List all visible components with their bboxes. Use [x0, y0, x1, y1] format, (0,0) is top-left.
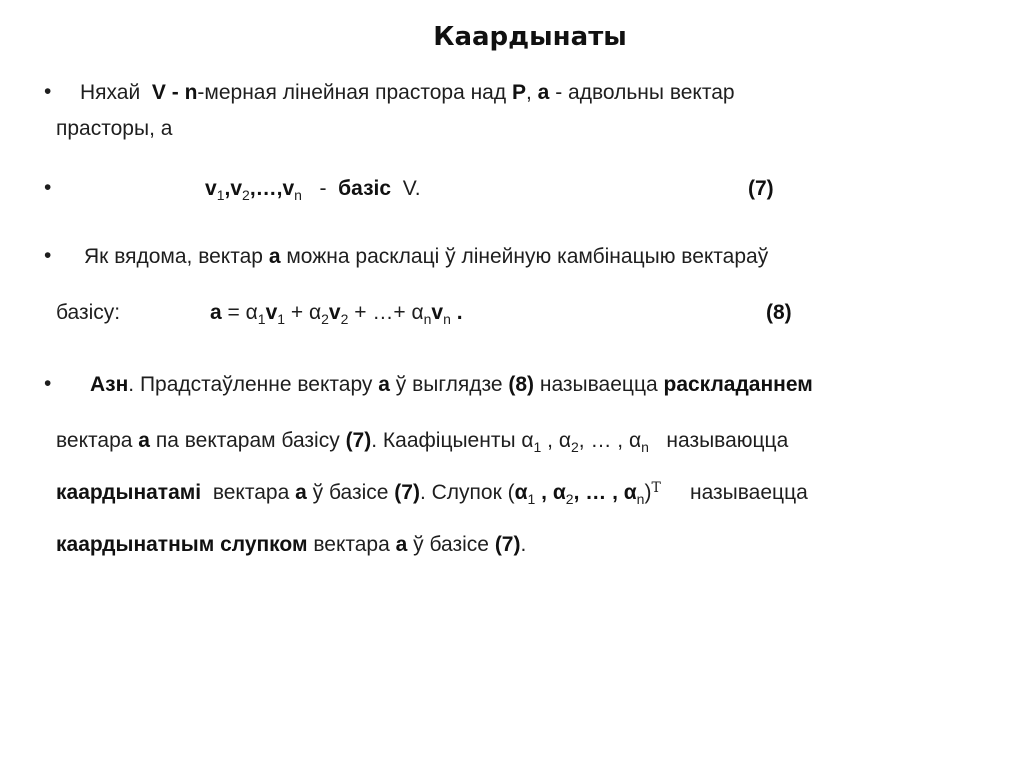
- item2-basis-line: $v_1,v_2,\dots,v_n$ - базіс V.: [205, 177, 421, 203]
- bullet-1: •: [44, 80, 52, 103]
- bullet-3: •: [44, 244, 52, 267]
- definition-line3: каардынатамі вектара a ў базісе (7). Слупок ($\alpha_1$ , $\alpha_2$, … , $\alpha_n)^T$ называецца: [56, 480, 808, 507]
- item1-line2: прасторы, а: [56, 117, 173, 140]
- expansion-equation: $a = \alpha_1v_1 + \alpha_2v_2$ + …+ $\alpha_nv_n$ .: [210, 301, 463, 327]
- item1-line1: Няхай V - n-мерная лінейная прастора над P, a - адвольны вектар: [80, 81, 735, 104]
- bullet-2: •: [44, 176, 52, 199]
- equation-number-8: (8): [766, 301, 792, 324]
- definition-line2: вектара a па вектарам базісу (7). Каафіцыенты $\alpha_1$ , $\alpha_2$, … , $\alpha_n$ называюцца: [56, 429, 789, 455]
- definition-line4: каардынатным слупком вектара a ў базісе (7).: [56, 533, 527, 556]
- item3-label: базісу:: [56, 301, 121, 324]
- definition-line1: Азн. Прадстаўленне вектару a ў выглядзе (8) называецца раскладаннем: [90, 373, 813, 396]
- bullet-4: •: [44, 372, 52, 395]
- item3-line1: Як вядома, вектар a можна расклацi ў лінейную камбінацыю вектараў: [84, 245, 769, 268]
- slide-title: Каардынаты: [433, 22, 627, 52]
- equation-number-7: (7): [748, 177, 774, 200]
